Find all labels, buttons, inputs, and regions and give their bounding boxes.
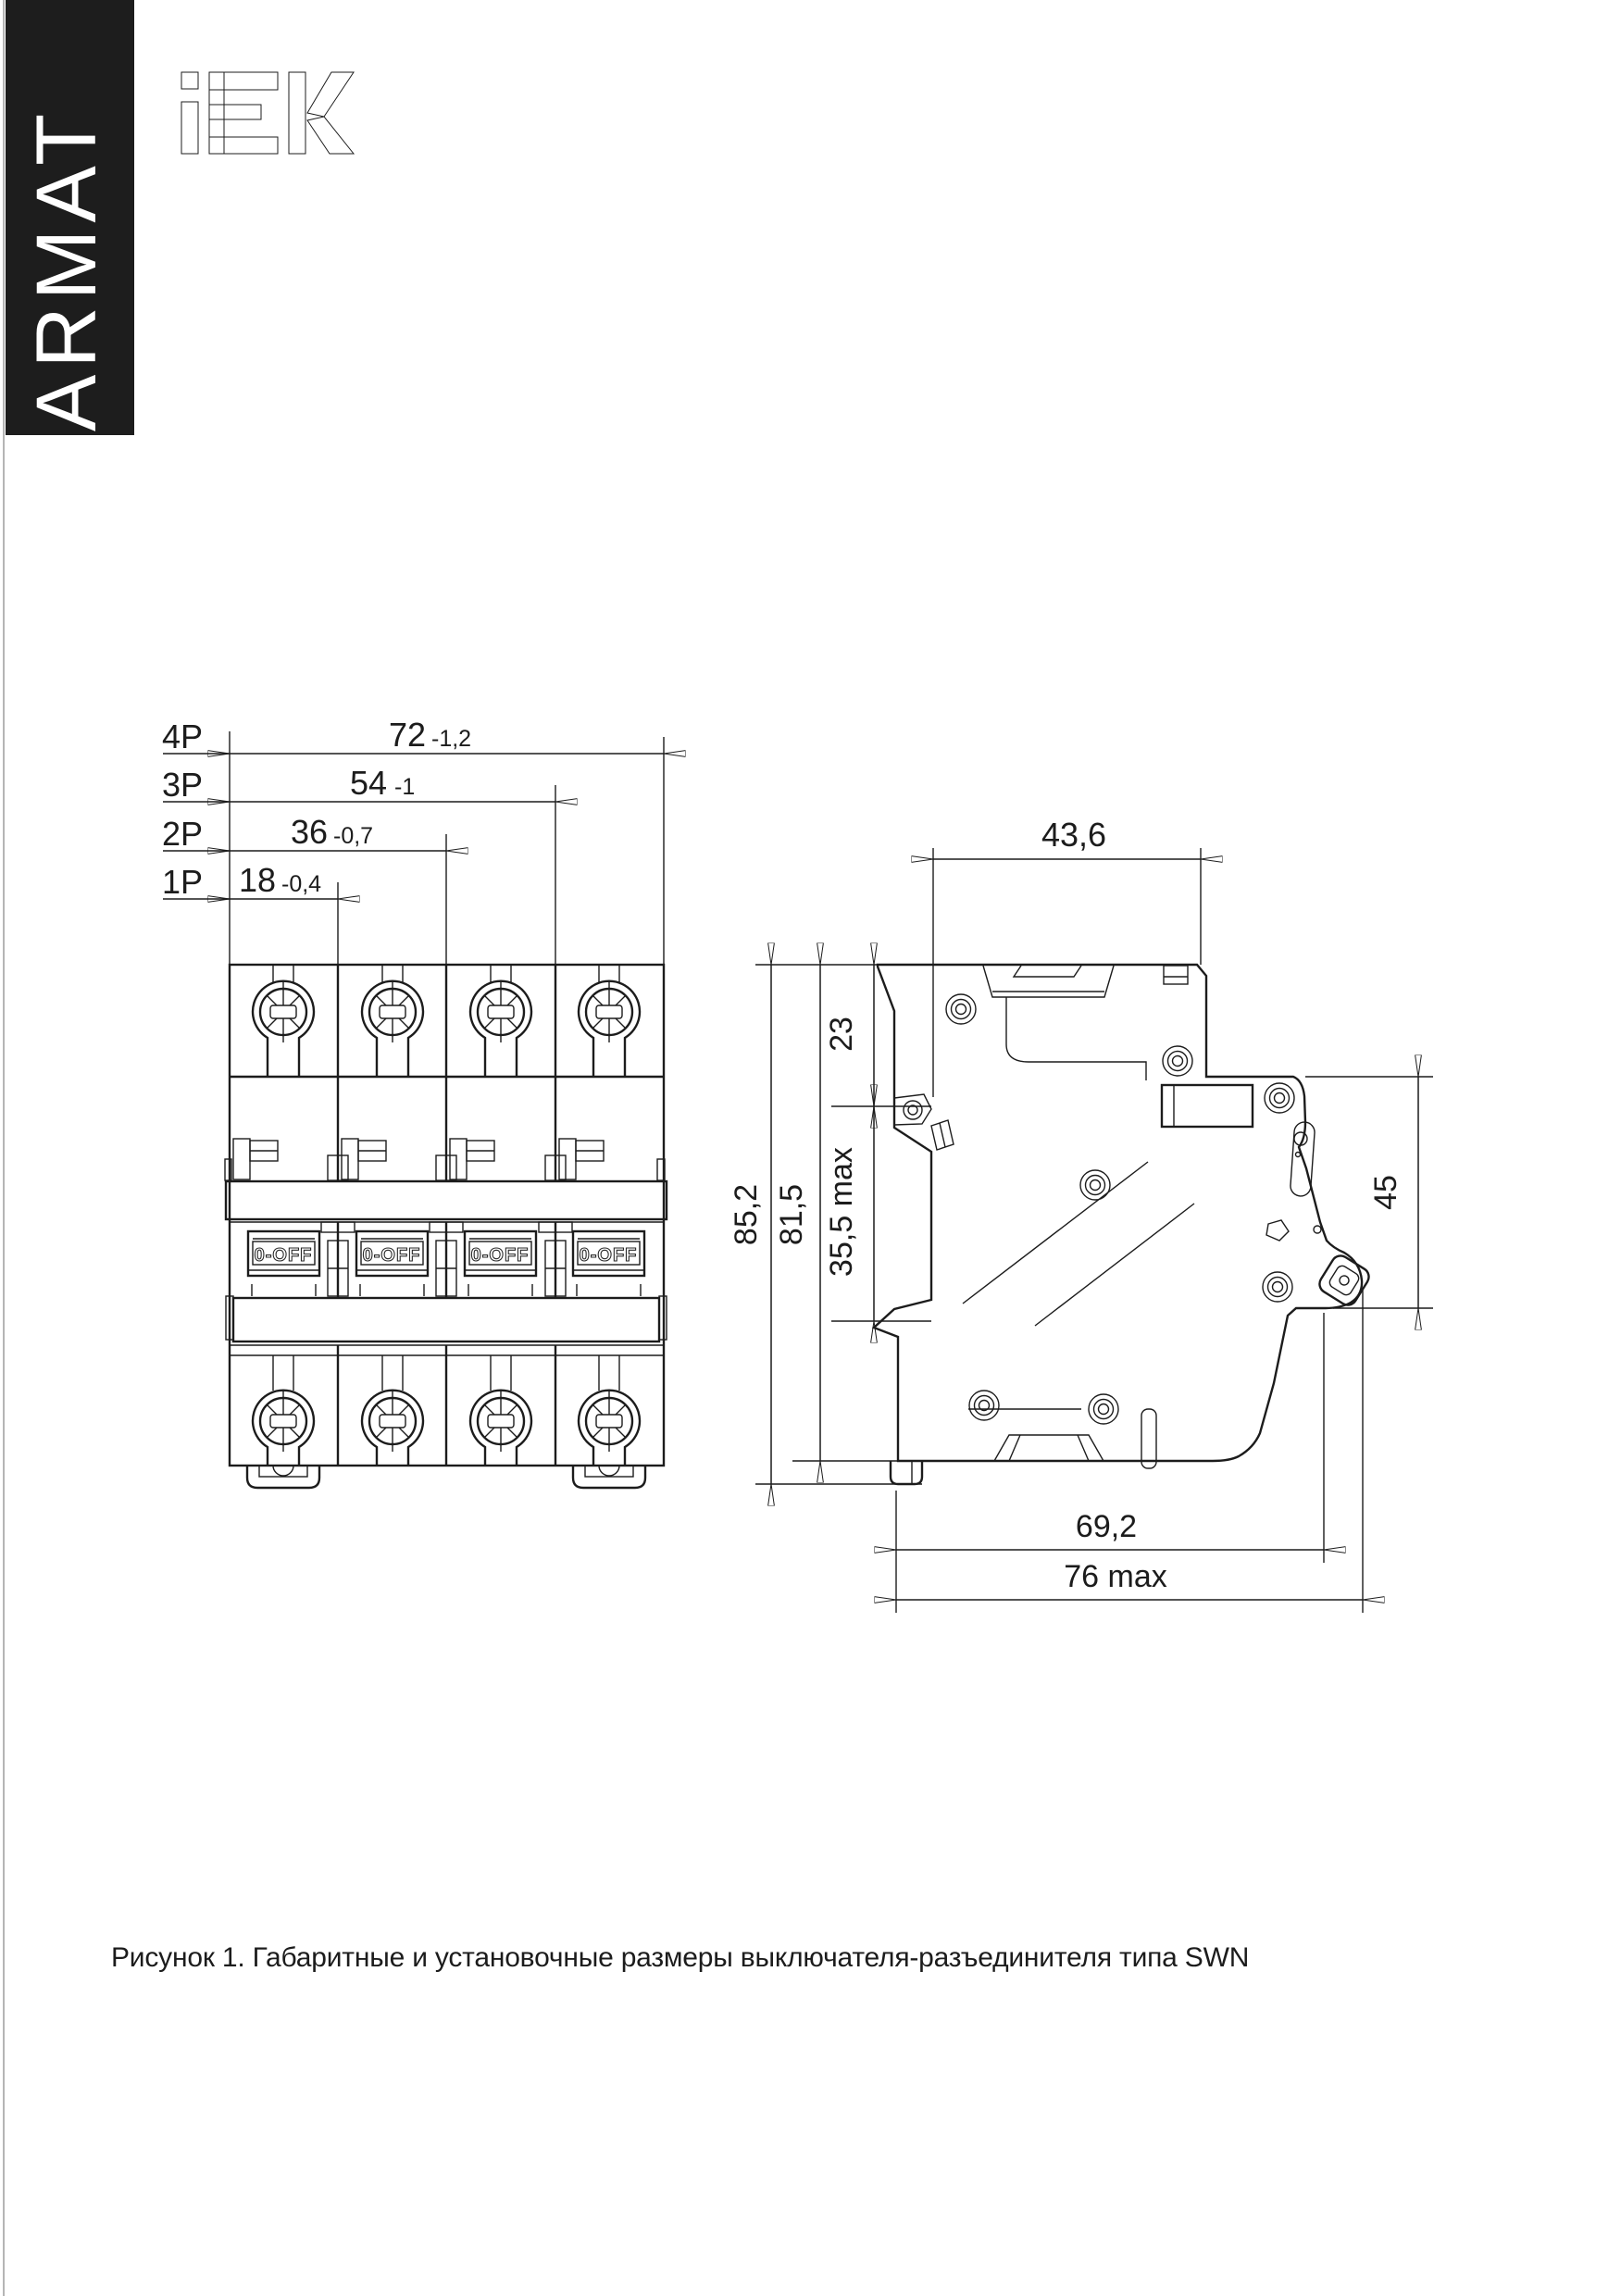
dim-tol-3p: -1 (394, 774, 416, 800)
rivet (1263, 1272, 1292, 1302)
dim-top-offset: 23 (824, 1017, 859, 1052)
dim-rail-zone: 35,5 max (824, 1147, 859, 1277)
switch-state-label: 0-OFF (362, 1245, 421, 1266)
din-foot (573, 1466, 645, 1488)
dim-front-height: 45 (1368, 1175, 1403, 1210)
interior-seams (933, 965, 1194, 1409)
screw-terminal (470, 1355, 531, 1466)
screw-terminal (253, 1355, 314, 1466)
rivet (969, 1391, 999, 1420)
dim-body-height: 81,5 (774, 1183, 809, 1246)
front-view (225, 965, 667, 1488)
iek-logo (181, 72, 354, 154)
switch-handle (573, 1231, 644, 1296)
screw-terminal (362, 1355, 423, 1466)
armat-brand-block (6, 0, 134, 435)
screw-terminal (362, 965, 423, 1077)
pole-label-4p: 4P (161, 718, 204, 755)
dim-value-4p: 72 (388, 716, 426, 754)
dim-value-1p: 18 (238, 861, 276, 899)
dim-tol-4p: -1,2 (431, 726, 472, 752)
din-rail-hooks (891, 1094, 954, 1484)
dim-tol-1p: -0,4 (281, 871, 322, 897)
din-foot (247, 1466, 319, 1488)
dim-tol-2p: -0,7 (333, 823, 374, 849)
handle-housing-tabs (225, 1139, 665, 1180)
terminal-screw (1316, 1253, 1373, 1309)
side-body-outline (874, 965, 1362, 1461)
dim-max-depth: 76 max (1064, 1559, 1167, 1594)
rivet (1089, 1394, 1118, 1424)
rivet (1080, 1170, 1110, 1200)
screw-terminal (470, 965, 531, 1077)
switch-state-label: 0-OFF (579, 1245, 638, 1266)
small-holes (1266, 1220, 1321, 1241)
front-recess (1162, 1085, 1253, 1127)
screw-terminal (253, 965, 314, 1077)
switch-handle (465, 1231, 536, 1296)
top-clip (1164, 966, 1188, 984)
switch-state-label: 0-OFF (470, 1245, 530, 1266)
pole-label-2p: 2P (161, 815, 204, 853)
dim-total-height: 85,2 (729, 1183, 764, 1246)
rivet (1265, 1083, 1294, 1113)
handle-tie-bar (226, 1181, 667, 1219)
switch-state-label: 0-OFF (254, 1245, 313, 1266)
screw-terminal (579, 1355, 640, 1466)
pole-dividers (338, 965, 555, 1466)
switch-handle (248, 1231, 319, 1296)
dim-depth: 69,2 (1075, 1509, 1138, 1544)
pole-label-1p: 1P (161, 863, 204, 901)
side-view-dimensions (729, 816, 1433, 1613)
armat-label: ARMAT (19, 106, 114, 431)
bottom-details (994, 1409, 1156, 1468)
top-handle-recess (983, 966, 1114, 997)
switch-handle (356, 1231, 428, 1296)
din-feet (247, 1466, 645, 1488)
side-view (729, 816, 1433, 1613)
rivets (946, 994, 1294, 1424)
rivet (946, 994, 976, 1024)
dim-value-2p: 36 (290, 813, 328, 851)
dim-top-width: 43,6 (1041, 816, 1107, 854)
pole-label-3p: 3P (161, 766, 204, 804)
dim-value-3p: 54 (349, 764, 387, 802)
figure-caption: Рисунок 1. Габаритные и установочные размеры выключателя-разъединителя типа SWN (111, 1942, 1250, 1973)
rivet (1163, 1046, 1192, 1076)
lower-tie-bar (226, 1296, 667, 1341)
front-view-dimensions (162, 716, 664, 965)
screw-terminal (579, 965, 640, 1077)
